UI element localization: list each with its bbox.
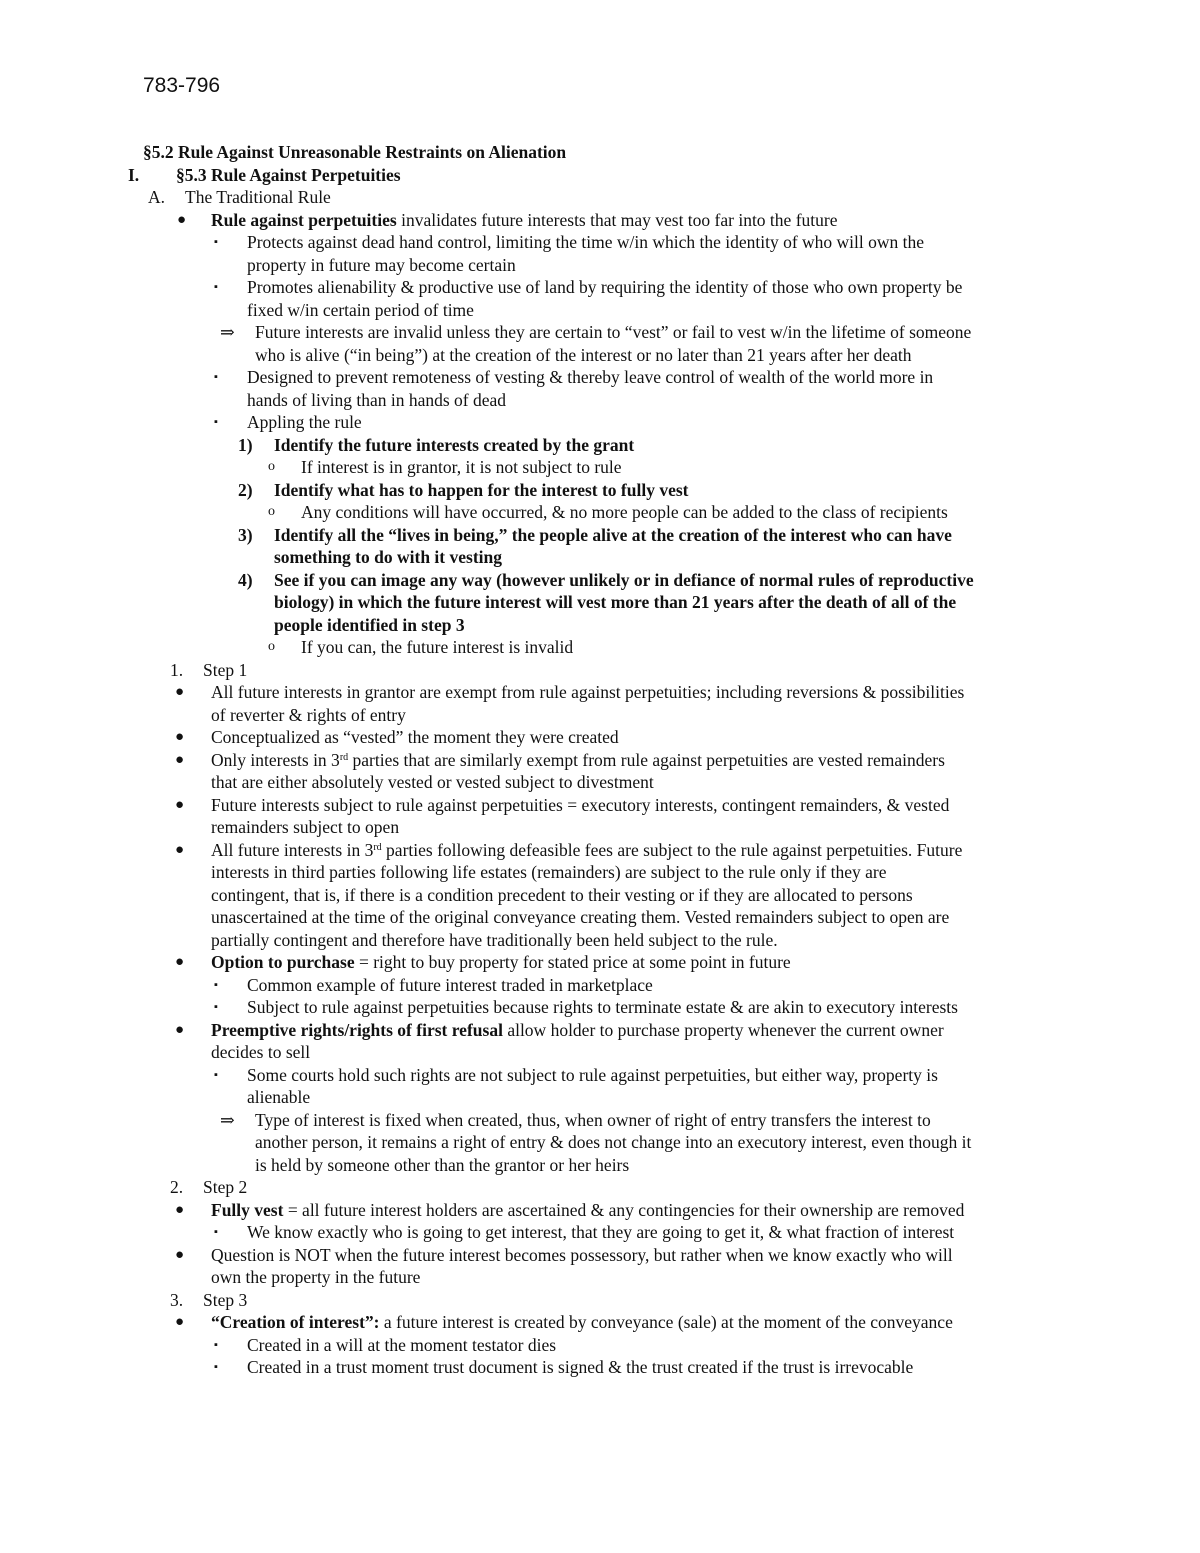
line-text: Step 3: [203, 1289, 248, 1310]
line-text: [211, 1199, 964, 1222]
line-text: If you can, the future interest is invalid: [301, 637, 574, 657]
outline-line: [0, 771, 1200, 794]
outline-line: [0, 276, 1200, 299]
line-text: Question is NOT when the future interest becomes possessory, but rather when we know exactly who will: [211, 1244, 953, 1265]
line-text: Appling the rule: [247, 412, 362, 432]
list-marker: 2): [238, 479, 253, 500]
outline-line: [0, 726, 1200, 749]
line-text: unascertained at the time of the original conveyance creating them. Vested remainders subject to open are: [211, 907, 950, 927]
outline-line: [0, 321, 1200, 344]
text-run: “Creation of interest”:: [211, 1312, 380, 1332]
line-text: remainders subject to open: [211, 817, 400, 837]
outline-line: [0, 164, 1200, 187]
line-text: own the property in the future: [211, 1267, 421, 1287]
line-text: alienable: [247, 1087, 311, 1107]
outline-line: [0, 456, 1200, 479]
list-marker: ▪: [214, 1338, 218, 1351]
list-marker: ●: [175, 954, 185, 970]
outline-line: [0, 1244, 1200, 1267]
line-text: [211, 1019, 944, 1042]
text-run: parties following defeasible fees are subject to the rule against perpetuities. Future: [381, 839, 963, 860]
line-text: Step 2: [203, 1177, 248, 1197]
line-text: hands of living than in hands of dead: [247, 389, 507, 410]
outline-line: [0, 794, 1200, 817]
line-text: §5.2 Rule Against Unreasonable Restraints on Alienation: [143, 142, 567, 162]
list-marker: o: [268, 459, 275, 474]
list-marker: 3): [238, 524, 253, 545]
outline-line: [0, 951, 1200, 974]
outline-line: [0, 1334, 1200, 1357]
line-text: decides to sell: [211, 1042, 311, 1062]
text-run: invalidates future interests that may vest too far into the future: [396, 209, 838, 230]
line-text: Designed to prevent remoteness of vesting & thereby leave control of wealth of the world more in: [247, 367, 934, 387]
line-text: §5.3 Rule Against Perpetuities: [176, 164, 401, 185]
line-text: Future interests are invalid unless they are certain to “vest” or fail to vest w/in the lifetime of someone: [255, 322, 972, 342]
list-marker: ▪: [214, 1226, 218, 1238]
line-text: [211, 749, 945, 772]
line-text: Step 1: [203, 659, 248, 680]
outline-line: [0, 816, 1200, 839]
text-run: parties that are similarly exempt from rule against perpetuities are vested remainders: [348, 749, 945, 770]
list-marker: ▪: [214, 1361, 218, 1373]
list-marker: o: [268, 639, 275, 654]
line-text: interests in third parties following life estates (remainders) are subject to the rule only if they are: [211, 862, 887, 882]
line-text: Common example of future interest traded in marketplace: [247, 974, 653, 995]
outline-line: [0, 906, 1200, 929]
text-run: = all future interest holders are ascertained & any contingencies for their ownership are removed: [283, 1199, 965, 1220]
list-marker: ▪: [214, 1068, 218, 1081]
text-run: Rule against perpetuities: [211, 209, 397, 230]
line-text: [211, 839, 962, 862]
text-run: a future interest is created by conveyance (sale) at the moment of the conveyance: [379, 1312, 953, 1332]
outline-line: [0, 636, 1200, 659]
outline-line: [0, 591, 1200, 614]
line-text: contingent, that is, if there is a condition precedent to their vesting or if they are allocated to persons: [211, 884, 913, 905]
line-text: people identified in step 3: [274, 614, 465, 635]
outline-line: [0, 569, 1200, 592]
list-marker: A.: [148, 187, 166, 207]
line-text: Created in a trust moment trust document is signed & the trust created if the trust is irrevocable: [247, 1357, 914, 1377]
line-text: fixed w/in certain period of time: [247, 299, 474, 320]
line-text: Promotes alienability & productive use of land by requiring the identity of those who own property be: [247, 277, 963, 297]
list-marker: I.: [128, 164, 140, 185]
line-text: partially contingent and therefore have traditionally been held subject to the rule.: [211, 929, 778, 950]
outline-line: [0, 231, 1200, 254]
list-marker: 2.: [170, 1177, 184, 1197]
line-text: Identify all the “lives in being,” the people alive at the creation of the interest who can have: [274, 524, 952, 545]
outline-line: [0, 1041, 1200, 1064]
list-marker: ▪: [214, 1001, 218, 1013]
list-marker: ●: [175, 1201, 185, 1218]
line-text: Some courts hold such rights are not subject to rule against perpetuities, but either way, property is: [247, 1064, 938, 1085]
outline-line: [0, 839, 1200, 862]
text-run: Fully vest: [211, 1199, 284, 1220]
outline-line: [0, 299, 1200, 322]
line-text: is held by someone other than the grantor or her heirs: [255, 1154, 630, 1175]
outline-line: [0, 344, 1200, 367]
list-marker: ●: [175, 796, 185, 813]
list-marker: ▪: [214, 371, 218, 383]
list-marker: ▪: [214, 416, 218, 428]
outline-line: [0, 884, 1200, 907]
outline-line: [0, 929, 1200, 952]
outline-line: [0, 1289, 1200, 1312]
outline-line: [0, 479, 1200, 502]
line-text: Any conditions will have occurred, & no more people can be added to the class of recipients: [301, 502, 948, 522]
list-marker: ●: [175, 751, 185, 768]
line-text: [211, 1311, 953, 1334]
outline-line: [0, 749, 1200, 772]
outline-line: [0, 366, 1200, 389]
line-text: The Traditional Rule: [185, 187, 331, 207]
outline-line: [0, 861, 1200, 884]
outline-line: [0, 1221, 1200, 1244]
list-marker: ●: [175, 1314, 185, 1330]
outline-line: [0, 1356, 1200, 1379]
outline-line: [0, 1086, 1200, 1109]
list-marker: 1): [238, 434, 253, 455]
line-text: Identify what has to happen for the interest to fully vest: [274, 479, 689, 500]
outline-line: [0, 1109, 1200, 1132]
list-marker: ●: [175, 1246, 185, 1263]
page-number: 783-796: [143, 74, 221, 97]
line-text: another person, it remains a right of entry & does not change into an executory interest, even though it: [255, 1132, 972, 1152]
list-marker: 4): [238, 569, 253, 590]
line-text: Created in a will at the moment testator dies: [247, 1334, 557, 1355]
list-marker: ▪: [214, 978, 218, 991]
outline-line: [0, 1154, 1200, 1177]
list-marker: ▪: [214, 236, 218, 248]
list-marker: ●: [175, 729, 185, 745]
outline-line: [0, 1311, 1200, 1334]
list-marker: ●: [175, 684, 185, 700]
line-text: Protects against dead hand control, limiting the time w/in which the identity of who will own the: [247, 232, 925, 252]
text-run: Option to purchase: [211, 952, 355, 972]
outline-line: [0, 1199, 1200, 1222]
line-text: of reverter & rights of entry: [211, 704, 406, 725]
outline-line: [0, 1131, 1200, 1154]
line-text: something to do with it vesting: [274, 547, 502, 567]
outline-line: [0, 389, 1200, 412]
outline-line: [0, 704, 1200, 727]
line-text: [211, 209, 837, 232]
line-text: If interest is in grantor, it is not subject to rule: [301, 457, 622, 477]
text-run: Only interests in 3: [211, 749, 340, 770]
list-marker: o: [268, 504, 275, 519]
outline-line: [0, 254, 1200, 277]
outline-line: [0, 1176, 1200, 1199]
list-marker: ●: [175, 841, 185, 858]
superscript: rd: [373, 841, 382, 853]
line-text: All future interests in grantor are exempt from rule against perpetuities; including reversions & possibilities: [211, 682, 965, 702]
outline-line: [0, 434, 1200, 457]
outline-line: [0, 186, 1200, 209]
outline-line: [0, 996, 1200, 1019]
outline-document: [0, 141, 1200, 1379]
outline-line: [0, 524, 1200, 547]
outline-line: [0, 974, 1200, 997]
line-text: Conceptualized as “vested” the moment they were created: [211, 727, 619, 747]
list-marker: 1.: [170, 659, 184, 680]
outline-line: [0, 659, 1200, 682]
outline-line: [0, 546, 1200, 569]
line-text: property in future may become certain: [247, 254, 516, 275]
text-run: = right to buy property for stated price at some point in future: [354, 952, 791, 972]
line-text: Subject to rule against perpetuities because rights to terminate estate & are akin to executory interests: [247, 997, 958, 1017]
outline-line: [0, 1266, 1200, 1289]
outline-line: [0, 1064, 1200, 1087]
outline-line: [0, 209, 1200, 232]
text-run: allow holder to purchase property whenever the current owner: [502, 1019, 944, 1040]
outline-line: [0, 141, 1200, 164]
list-marker: ⇒: [220, 1109, 235, 1130]
line-text: See if you can image any way (however unlikely or in defiance of normal rules of reproductive: [274, 569, 974, 590]
outline-line: [0, 614, 1200, 637]
line-text: who is alive (“in being”) at the creation of the interest or no later than 21 years after her death: [255, 344, 912, 365]
outline-line: [0, 1019, 1200, 1042]
outline-line: [0, 411, 1200, 434]
list-marker: ⇒: [220, 322, 235, 342]
list-marker: ▪: [214, 281, 218, 293]
list-marker: ●: [175, 1021, 185, 1038]
line-text: [211, 951, 791, 974]
line-text: We know exactly who is going to get interest, that they are going to get it, & what fraction of interest: [247, 1222, 955, 1242]
outline-line: [0, 681, 1200, 704]
list-marker: ●: [177, 211, 187, 228]
list-marker: 3.: [170, 1289, 184, 1310]
line-text: Type of interest is fixed when created, thus, when owner of right of entry transfers the interest to: [255, 1109, 931, 1130]
text-run: All future interests in 3: [211, 839, 374, 860]
superscript: rd: [339, 751, 349, 763]
line-text: that are either absolutely vested or vested subject to divestment: [211, 772, 654, 792]
line-text: Identify the future interests created by the grant: [274, 434, 635, 455]
line-text: Future interests subject to rule against perpetuities = executory interests, contingent remainders, & vested: [211, 794, 950, 815]
outline-line: [0, 501, 1200, 524]
text-run: Preemptive rights/rights of first refusal: [211, 1019, 503, 1040]
line-text: biology) in which the future interest will vest more than 21 years after the death of all of the: [274, 592, 957, 612]
